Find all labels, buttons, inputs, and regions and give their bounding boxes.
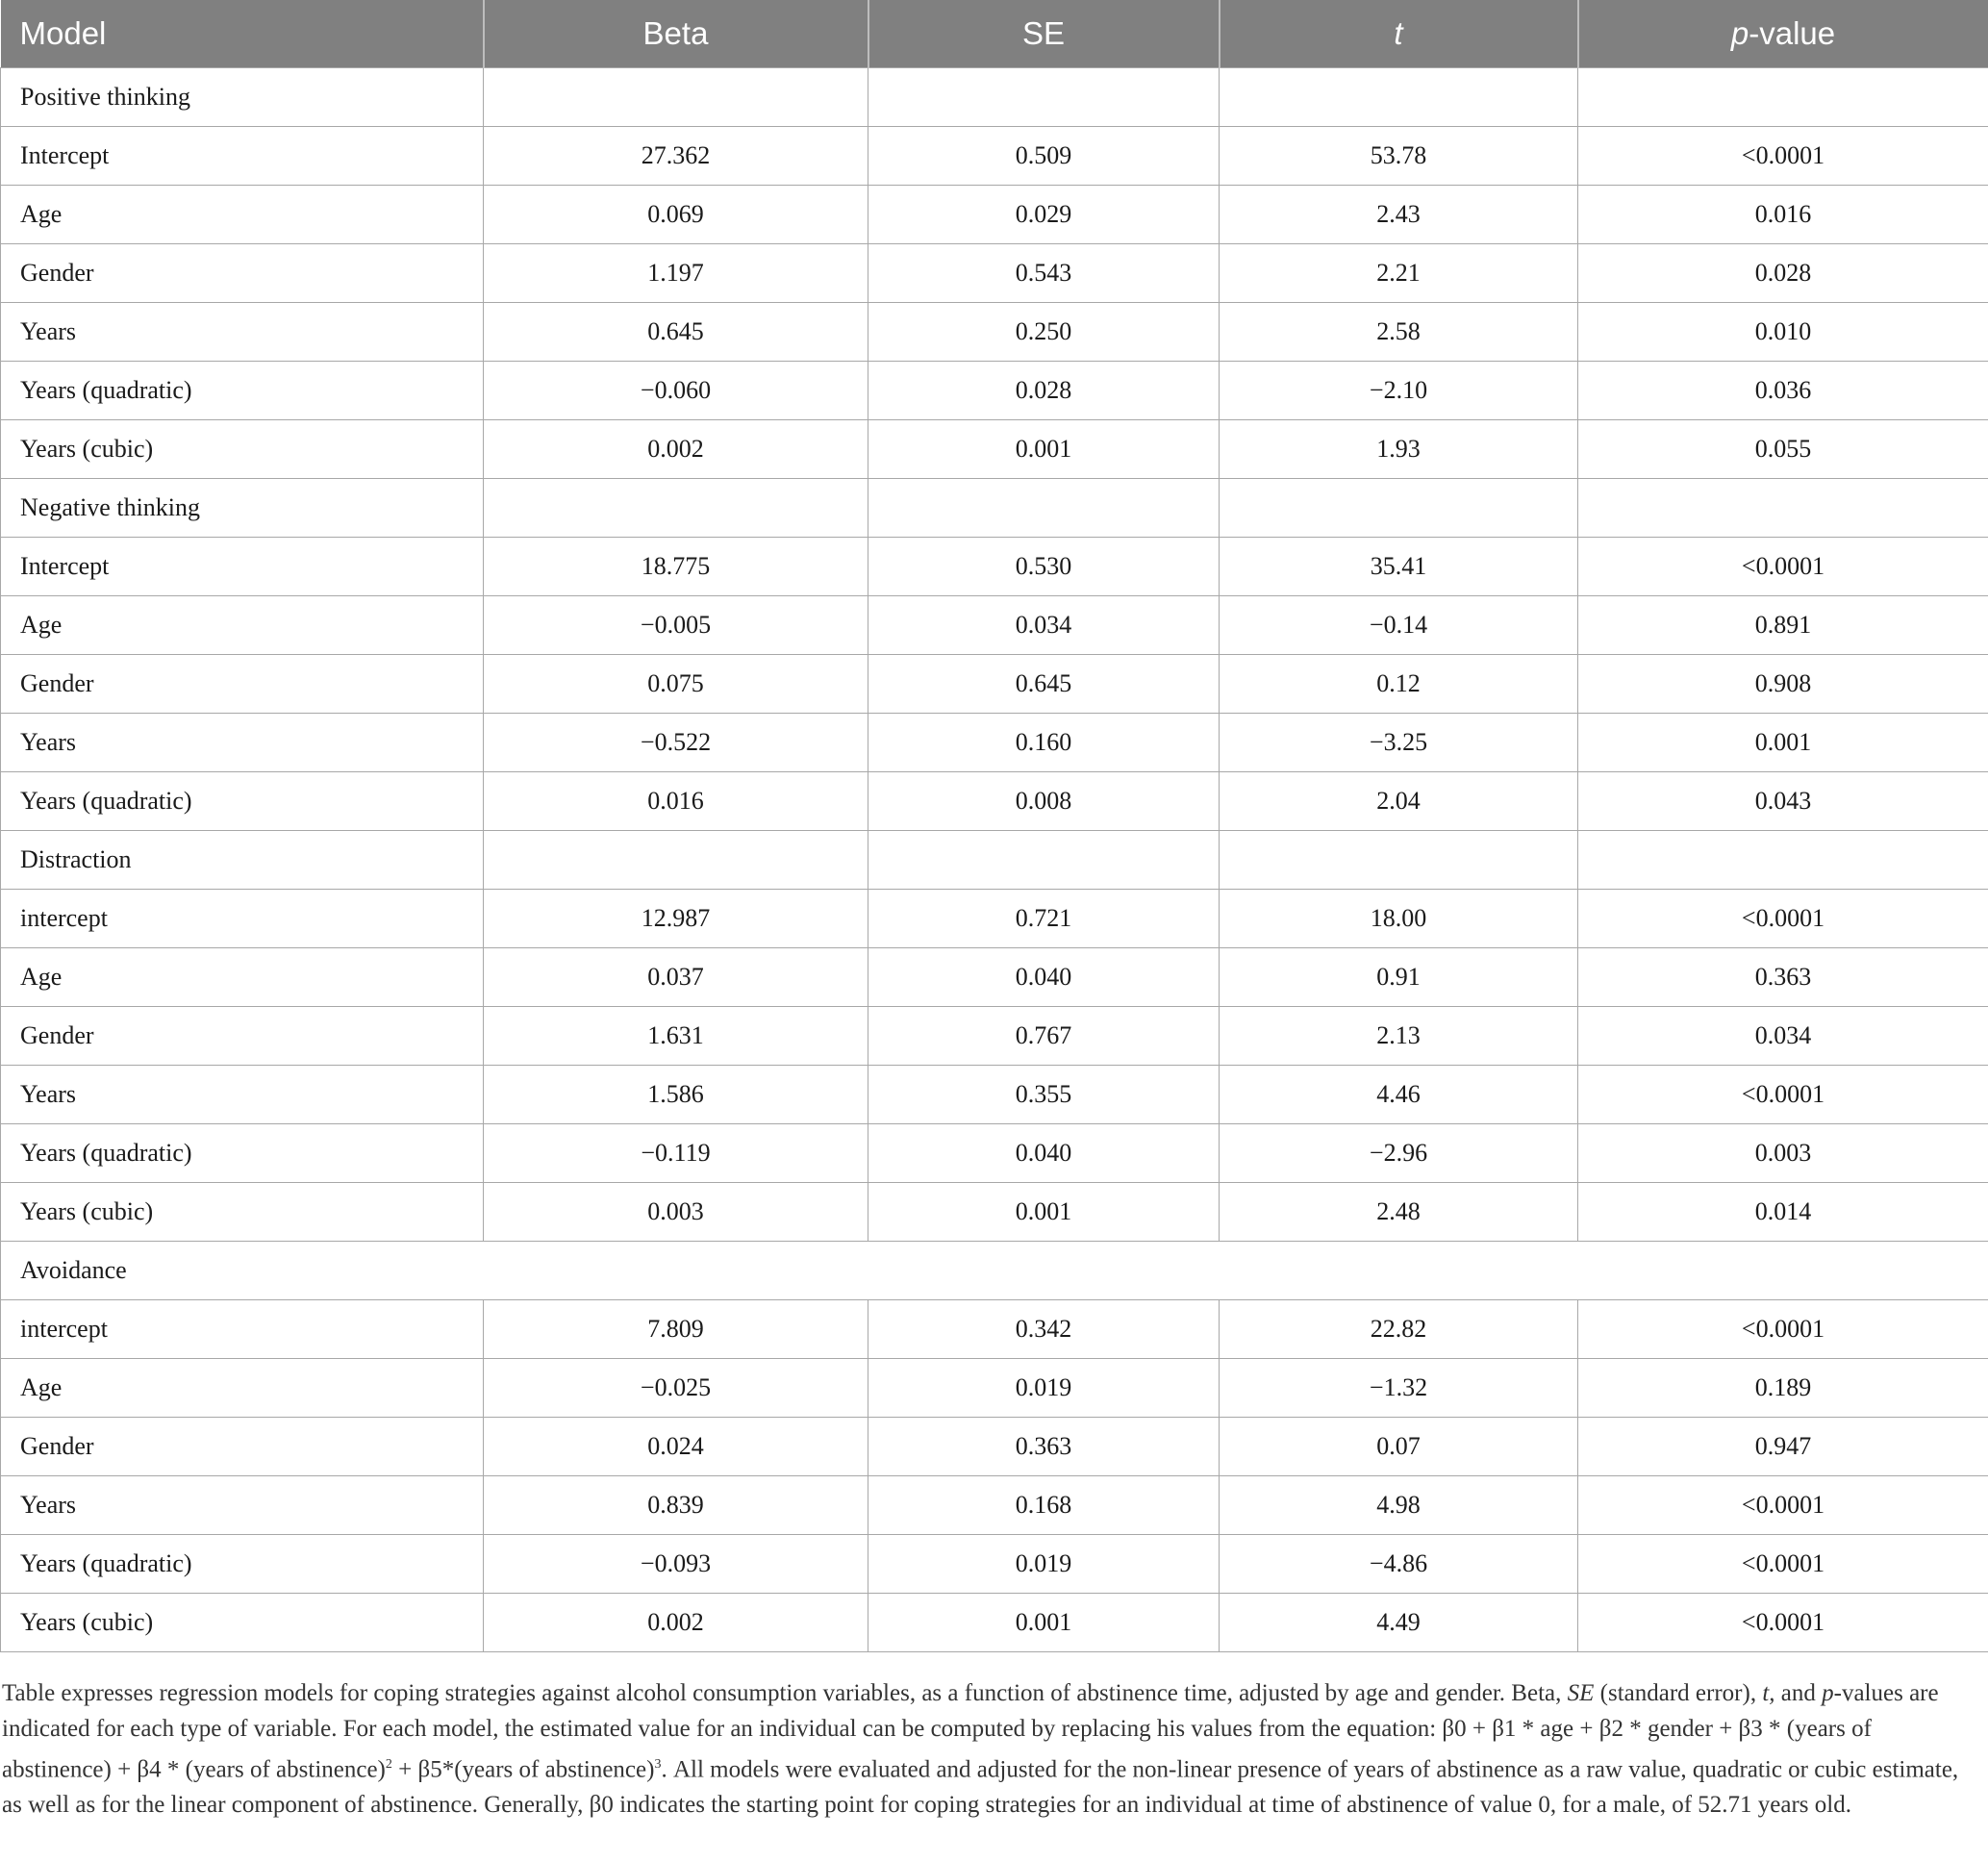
- se-cell: 0.721: [868, 890, 1220, 948]
- beta-cell: 1.197: [484, 244, 868, 303]
- row-label: Years (cubic): [1, 1183, 484, 1242]
- p-value-cell: 0.028: [1578, 244, 1988, 303]
- t-cell: 2.21: [1220, 244, 1578, 303]
- row-label: Gender: [1, 244, 484, 303]
- p-value-cell: 0.891: [1578, 596, 1988, 655]
- se-cell: 0.767: [868, 1007, 1220, 1066]
- beta-cell: 0.024: [484, 1418, 868, 1476]
- footnote-superscript-2: 2: [385, 1757, 392, 1772]
- se-cell: 0.355: [868, 1066, 1220, 1124]
- header-beta: Beta: [484, 0, 868, 68]
- t-cell: 2.04: [1220, 772, 1578, 831]
- se-cell: 0.029: [868, 186, 1220, 244]
- header-row: [1, 0, 1988, 68]
- t-cell: 0.12: [1220, 655, 1578, 714]
- p-value-cell: 0.043: [1578, 772, 1988, 831]
- beta-cell: 7.809: [484, 1300, 868, 1359]
- t-cell: −4.86: [1220, 1535, 1578, 1594]
- p-value-cell: 0.034: [1578, 1007, 1988, 1066]
- beta-cell: 0.069: [484, 186, 868, 244]
- row-label: Intercept: [1, 538, 484, 596]
- t-cell: 4.49: [1220, 1594, 1578, 1652]
- beta-cell: 18.775: [484, 538, 868, 596]
- empty-cell: [484, 831, 868, 890]
- beta-cell: −0.025: [484, 1359, 868, 1418]
- empty-cell: [1220, 68, 1578, 127]
- p-value-cell: 0.014: [1578, 1183, 1988, 1242]
- t-cell: 18.00: [1220, 890, 1578, 948]
- se-cell: 0.530: [868, 538, 1220, 596]
- footnote-superscript-3: 3: [654, 1757, 662, 1772]
- p-value-cell: 0.189: [1578, 1359, 1988, 1418]
- t-cell: 2.48: [1220, 1183, 1578, 1242]
- footnote-text-1: Table expresses regression models for coping strategies against alcohol consumption variables, as a function of abstinence time, adjusted by age and gender. Beta,: [2, 1680, 1568, 1706]
- header-t: t: [1220, 0, 1578, 68]
- empty-cell: [484, 479, 868, 538]
- p-value-cell: 0.363: [1578, 948, 1988, 1007]
- footnote-t: t,: [1762, 1680, 1775, 1706]
- beta-cell: 0.003: [484, 1183, 868, 1242]
- table-row: [1, 1183, 1988, 1242]
- p-value-cell: <0.0001: [1578, 1300, 1988, 1359]
- table-row: [1, 1066, 1988, 1124]
- beta-cell: 0.037: [484, 948, 868, 1007]
- t-cell: 2.13: [1220, 1007, 1578, 1066]
- p-value-cell: 0.001: [1578, 714, 1988, 772]
- p-value-cell: 0.003: [1578, 1124, 1988, 1183]
- beta-cell: 27.362: [484, 127, 868, 186]
- footnote-se: SE: [1567, 1680, 1595, 1706]
- row-label: Years (quadratic): [1, 362, 484, 420]
- t-cell: 22.82: [1220, 1300, 1578, 1359]
- beta-cell: 0.002: [484, 420, 868, 479]
- empty-cell: [1220, 831, 1578, 890]
- se-cell: 0.543: [868, 244, 1220, 303]
- table-row: [1, 890, 1988, 948]
- p-value-cell: <0.0001: [1578, 1594, 1988, 1652]
- section-row: [1, 831, 1988, 890]
- beta-cell: 0.839: [484, 1476, 868, 1535]
- row-label: Age: [1, 596, 484, 655]
- empty-cell: [1220, 479, 1578, 538]
- table-row: [1, 596, 1988, 655]
- table-row: [1, 772, 1988, 831]
- t-cell: 0.91: [1220, 948, 1578, 1007]
- t-cell: −0.14: [1220, 596, 1578, 655]
- table-row: [1, 655, 1988, 714]
- p-value-cell: <0.0001: [1578, 127, 1988, 186]
- se-cell: 0.250: [868, 303, 1220, 362]
- table-header: [1, 0, 1988, 68]
- se-cell: 0.160: [868, 714, 1220, 772]
- empty-cell: [1578, 831, 1988, 890]
- footnote-text-6: . All models were evaluated and adjusted for the non-linear presence of years of abstinence as a raw value, quadratic or cubic estimate, as well as for the linear component of abstinence. Generally, β0 indicates the starting point for coping strategies for an individual at time of abstinence of value 0, for a male, of 52.71 years old.: [2, 1756, 1959, 1819]
- beta-cell: 0.075: [484, 655, 868, 714]
- section-title: Negative thinking: [1, 479, 484, 538]
- se-cell: 0.342: [868, 1300, 1220, 1359]
- t-cell: 2.58: [1220, 303, 1578, 362]
- se-cell: 0.019: [868, 1535, 1220, 1594]
- table-row: [1, 948, 1988, 1007]
- t-cell: 1.93: [1220, 420, 1578, 479]
- se-cell: 0.363: [868, 1418, 1220, 1476]
- section-title: Avoidance: [1, 1242, 1988, 1300]
- footnote-text-5: + β5*(years of abstinence): [391, 1756, 655, 1783]
- beta-cell: 1.586: [484, 1066, 868, 1124]
- beta-cell: −0.522: [484, 714, 868, 772]
- p-value-cell: 0.010: [1578, 303, 1988, 362]
- table-footnote: [0, 1675, 1969, 1823]
- se-cell: 0.008: [868, 772, 1220, 831]
- se-cell: 0.028: [868, 362, 1220, 420]
- section-title: Positive thinking: [1, 68, 484, 127]
- row-label: intercept: [1, 1300, 484, 1359]
- footnote-text-4: -values are indicated for each type of variable. For each model, the estimated value for an individual can be computed by replacing his values from the equation: β0 + β1 * age + β2 * gender + β3 * (years of abstinence) + β4 * (years of abstinence): [2, 1680, 1939, 1783]
- row-label: Age: [1, 948, 484, 1007]
- t-cell: −3.25: [1220, 714, 1578, 772]
- se-cell: 0.040: [868, 948, 1220, 1007]
- row-label: Years: [1, 1476, 484, 1535]
- se-cell: 0.019: [868, 1359, 1220, 1418]
- empty-cell: [868, 831, 1220, 890]
- header-p-italic: p: [1730, 15, 1749, 51]
- p-value-cell: <0.0001: [1578, 1476, 1988, 1535]
- row-label: Years (quadratic): [1, 772, 484, 831]
- p-value-cell: 0.947: [1578, 1418, 1988, 1476]
- beta-cell: 0.645: [484, 303, 868, 362]
- p-value-cell: 0.036: [1578, 362, 1988, 420]
- table-row: [1, 127, 1988, 186]
- beta-cell: 0.016: [484, 772, 868, 831]
- se-cell: 0.168: [868, 1476, 1220, 1535]
- row-label: Years (quadratic): [1, 1124, 484, 1183]
- empty-cell: [868, 479, 1220, 538]
- empty-cell: [484, 68, 868, 127]
- table-row: [1, 244, 1988, 303]
- t-cell: −2.96: [1220, 1124, 1578, 1183]
- se-cell: 0.509: [868, 127, 1220, 186]
- p-value-cell: <0.0001: [1578, 1535, 1988, 1594]
- table-row: [1, 1418, 1988, 1476]
- empty-cell: [1578, 68, 1988, 127]
- row-label: Age: [1, 1359, 484, 1418]
- t-cell: 4.98: [1220, 1476, 1578, 1535]
- beta-cell: −0.093: [484, 1535, 868, 1594]
- se-cell: 0.645: [868, 655, 1220, 714]
- table-row: [1, 1300, 1988, 1359]
- p-value-cell: <0.0001: [1578, 538, 1988, 596]
- table-row: [1, 303, 1988, 362]
- table-row: [1, 1594, 1988, 1652]
- table-body: [1, 68, 1988, 1652]
- p-value-cell: 0.016: [1578, 186, 1988, 244]
- table-row: [1, 1124, 1988, 1183]
- table-row: [1, 362, 1988, 420]
- beta-cell: 1.631: [484, 1007, 868, 1066]
- table-row: [1, 420, 1988, 479]
- table-row: [1, 186, 1988, 244]
- row-label: Gender: [1, 1418, 484, 1476]
- row-label: Years (cubic): [1, 1594, 484, 1652]
- se-cell: 0.001: [868, 1183, 1220, 1242]
- t-cell: −1.32: [1220, 1359, 1578, 1418]
- p-value-cell: <0.0001: [1578, 1066, 1988, 1124]
- table-row: [1, 538, 1988, 596]
- footnote-text-2: (standard error),: [1594, 1680, 1763, 1706]
- p-value-cell: <0.0001: [1578, 890, 1988, 948]
- section-row: [1, 1242, 1988, 1300]
- p-value-cell: 0.055: [1578, 420, 1988, 479]
- t-cell: 4.46: [1220, 1066, 1578, 1124]
- table-row: [1, 1007, 1988, 1066]
- empty-cell: [1578, 479, 1988, 538]
- row-label: Age: [1, 186, 484, 244]
- table-row: [1, 1535, 1988, 1594]
- header-p-value: [1578, 0, 1988, 68]
- header-p-suffix: -value: [1749, 15, 1836, 51]
- se-cell: 0.001: [868, 1594, 1220, 1652]
- t-cell: 35.41: [1220, 538, 1578, 596]
- table-row: [1, 1476, 1988, 1535]
- section-title: Distraction: [1, 831, 484, 890]
- beta-cell: 0.002: [484, 1594, 868, 1652]
- row-label: Years: [1, 303, 484, 362]
- row-label: Gender: [1, 1007, 484, 1066]
- t-cell: 0.07: [1220, 1418, 1578, 1476]
- beta-cell: −0.060: [484, 362, 868, 420]
- row-label: Years (cubic): [1, 420, 484, 479]
- section-row: [1, 68, 1988, 127]
- table-row: [1, 714, 1988, 772]
- header-se: SE: [868, 0, 1220, 68]
- beta-cell: 12.987: [484, 890, 868, 948]
- table-row: [1, 1359, 1988, 1418]
- se-cell: 0.040: [868, 1124, 1220, 1183]
- row-label: Gender: [1, 655, 484, 714]
- row-label: intercept: [1, 890, 484, 948]
- t-cell: 2.43: [1220, 186, 1578, 244]
- t-cell: 53.78: [1220, 127, 1578, 186]
- footnote-text-3: and: [1774, 1680, 1823, 1706]
- se-cell: 0.034: [868, 596, 1220, 655]
- beta-cell: −0.119: [484, 1124, 868, 1183]
- row-label: Years (quadratic): [1, 1535, 484, 1594]
- section-row: [1, 479, 1988, 538]
- t-cell: −2.10: [1220, 362, 1578, 420]
- beta-cell: −0.005: [484, 596, 868, 655]
- row-label: Years: [1, 714, 484, 772]
- p-value-cell: 0.908: [1578, 655, 1988, 714]
- row-label: Intercept: [1, 127, 484, 186]
- footnote-p: p: [1822, 1680, 1834, 1706]
- header-model: Model: [1, 0, 484, 68]
- empty-cell: [868, 68, 1220, 127]
- se-cell: 0.001: [868, 420, 1220, 479]
- row-label: Years: [1, 1066, 484, 1124]
